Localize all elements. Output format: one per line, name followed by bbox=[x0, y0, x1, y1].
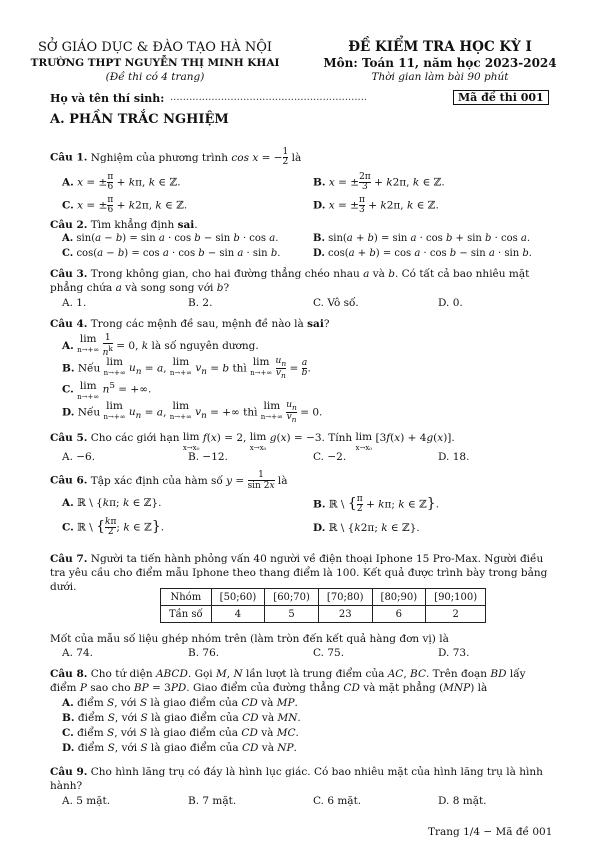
question-text: Cho các giới hạn lim x→x₀ f(x) = 2, lim x→x₀ g(x) = −3. Tính lim x→x₀ [3f(x) + 4g(x)]. bbox=[90, 431, 455, 452]
table-cell: Nhóm bbox=[161, 589, 212, 606]
question-label: Câu 6. bbox=[50, 474, 88, 487]
question-8 bbox=[50, 667, 555, 695]
question-text: Cho hình lăng trụ có đáy là hình lục giác. Có bao nhiêu mặt của hình lăng trụ là hình hành? bbox=[50, 766, 543, 792]
table-cell: [60;70) bbox=[265, 589, 319, 606]
option-6c[interactable]: C. ℝ \ { $\frac{k\pi}{2}$ ; k ∈ ℤ}. bbox=[62, 517, 165, 537]
question-9 bbox=[50, 765, 555, 793]
question-text: Tìm khẳng định sai. bbox=[90, 219, 198, 231]
question-label: Câu 8. bbox=[50, 668, 88, 680]
table-cell: 2 bbox=[426, 606, 486, 623]
exam-code-box: Mã đề thi 001 bbox=[453, 90, 549, 105]
option-7c[interactable]: C. 75. bbox=[313, 647, 345, 659]
option-3d[interactable]: D. 0. bbox=[438, 297, 463, 309]
option-8b[interactable]: B. điểm S, với S là giao điểm của CD và MN. bbox=[62, 712, 301, 724]
option-2a[interactable]: A. sin(a − b) = sin a · cos b − sin b · cos a. bbox=[62, 233, 279, 244]
option-8a[interactable]: A. điểm S, với S là giao điểm của CD và MP. bbox=[62, 697, 298, 709]
question-5 bbox=[50, 432, 455, 453]
question-label: Câu 9. bbox=[50, 766, 88, 778]
question-text: Người ta tiến hành phỏng vấn 40 người về điện thoại Iphone 15 Pro-Max. Người điều tra yêu cầu cho điểm mẫu Iphone theo thang điểm là 100. Kết quả được trình bày trong bảng dưới. bbox=[50, 553, 548, 593]
candidate-name-label: Họ và tên thí sinh: bbox=[50, 92, 165, 105]
option-9b[interactable]: B. 7 mặt. bbox=[188, 795, 237, 807]
question-text: Trong các mệnh đề sau, mệnh đề nào là sai? bbox=[90, 318, 330, 330]
option-6d[interactable]: D. ℝ \ {k2π; k ∈ ℤ}. bbox=[313, 522, 420, 534]
table-cell: 4 bbox=[211, 606, 265, 623]
exam-subject: Môn: Toán 11, năm học 2023-2024 bbox=[323, 56, 557, 70]
page-footer: Trang 1/4 − Mã đề 001 bbox=[428, 826, 553, 838]
table-cell: 5 bbox=[265, 606, 319, 623]
question-text: Nghiệm của phương trình cos x = − $\frac{1}{2}$ là bbox=[90, 147, 302, 167]
option-9a[interactable]: A. 5 mặt. bbox=[62, 795, 111, 807]
question-text: Tập xác định của hàm số y = $\frac{1}{\sin 2x}$ là bbox=[90, 470, 288, 491]
option-1a[interactable]: A. x = ± $\frac{\pi}{6}$ + kπ, k ∈ ℤ. bbox=[62, 172, 181, 192]
table-cell: [90;100) bbox=[426, 589, 486, 606]
option-1c[interactable]: C. x = ± $\frac{\pi}{6}$ + k2π, k ∈ ℤ. bbox=[62, 195, 188, 215]
table-row bbox=[161, 589, 486, 606]
option-7b[interactable]: B. 76. bbox=[188, 647, 220, 659]
option-3b[interactable]: B. 2. bbox=[188, 297, 213, 309]
option-8d[interactable]: D. điểm S, với S là giao điểm của CD và NP. bbox=[62, 742, 297, 754]
option-5d[interactable]: D. 18. bbox=[438, 451, 470, 463]
question-label: Câu 7. bbox=[50, 553, 88, 565]
table-cell: [70;80) bbox=[318, 589, 372, 606]
option-7d[interactable]: D. 73. bbox=[438, 647, 470, 659]
option-2b[interactable]: B. sin(a + b) = sin a · cos b + sin b · cos a. bbox=[313, 233, 531, 244]
option-5c[interactable]: C. −2. bbox=[313, 451, 347, 463]
question-label: Câu 2. bbox=[50, 219, 88, 231]
option-2d[interactable]: D. cos(a + b) = cos a · cos b − sin a · sin b. bbox=[313, 248, 532, 259]
table-row bbox=[161, 606, 486, 623]
candidate-name-dots: .............................................................. bbox=[170, 92, 368, 103]
option-8c[interactable]: C. điểm S, với S là giao điểm của CD và MC. bbox=[62, 727, 299, 739]
question-label: Câu 4. bbox=[50, 318, 88, 330]
section-a-title: A. PHẦN TRẮC NGHIỆM bbox=[50, 112, 229, 127]
question-7-followup: Mốt của mẫu số liệu ghép nhóm trên (làm tròn đến kết quả hàng đơn vị) là bbox=[50, 633, 449, 645]
table-cell: [50;60) bbox=[211, 589, 265, 606]
question-2 bbox=[50, 219, 198, 231]
question-text: Trong không gian, cho hai đường thẳng chéo nhau a và b. Có tất cả bao nhiêu mặt phẳng chứa a và song song với b? bbox=[50, 268, 530, 294]
option-6a[interactable]: A. ℝ \ {kπ; k ∈ ℤ}. bbox=[62, 497, 162, 509]
table-cell: 23 bbox=[318, 606, 372, 623]
question-text: Cho tứ diện ABCD. Gọi M, N lần lượt là trung điểm của AC, BC. Trên đoạn BD lấy điểm P sao cho BP = 3PD. Giao điểm của đường thẳng CD và mặt phẳng (MNP) là bbox=[50, 668, 526, 694]
frequency-table bbox=[160, 588, 486, 623]
option-9d[interactable]: D. 8 mặt. bbox=[438, 795, 487, 807]
exam-title: ĐỀ KIỂM TRA HỌC KỲ I bbox=[348, 39, 532, 55]
option-5a[interactable]: A. −6. bbox=[62, 451, 96, 463]
question-6 bbox=[50, 470, 288, 491]
option-4c[interactable]: C. lim n→+∞ $n^5$ = +∞. bbox=[62, 380, 152, 401]
school-name: TRƯỜNG THPT NGUYỄN THỊ MINH KHAI bbox=[30, 57, 280, 69]
table-cell: [80;90) bbox=[372, 589, 426, 606]
option-3a[interactable]: A. 1. bbox=[62, 297, 87, 309]
option-1b[interactable]: B. x = ± $\frac{2\pi}{3}$ + k2π, k ∈ ℤ. bbox=[313, 172, 445, 192]
option-4a[interactable]: A. lim n→+∞ $\frac{1}{n^k}$ = 0, k là số nguyên dương. bbox=[62, 333, 259, 358]
option-9c[interactable]: C. 6 mặt. bbox=[313, 795, 362, 807]
option-5b[interactable]: B. −12. bbox=[188, 451, 228, 463]
question-3 bbox=[50, 267, 555, 295]
option-3c[interactable]: C. Vô số. bbox=[313, 297, 359, 309]
option-1d[interactable]: D. x = ± $\frac{\pi}{3}$ + k2π, k ∈ ℤ. bbox=[313, 195, 439, 215]
option-6b[interactable]: B. ℝ \ { $\frac{\pi}{2}$ + kπ; k ∈ ℤ}. bbox=[313, 494, 440, 514]
option-7a[interactable]: A. 74. bbox=[62, 647, 93, 659]
option-4b[interactable]: B. Nếu lim n→+∞ $u_n = a$, lim n→+∞ $v_n = b$ thì lim n→+∞ $\frac{u_n}{v_n}$ = $\frac{a}{b}$ . bbox=[62, 356, 311, 380]
exam-time: Thời gian làm bài 90 phút bbox=[371, 71, 509, 83]
table-cell: 6 bbox=[372, 606, 426, 623]
table-cell: Tần số bbox=[161, 606, 212, 623]
option-4d[interactable]: D. Nếu lim n→+∞ $u_n = a$, lim n→+∞ $v_n$ = +∞ thì lim n→+∞ $\frac{u_n}{v_n}$ = 0. bbox=[62, 400, 323, 424]
question-label: Câu 3. bbox=[50, 268, 88, 280]
pages-note: (Đề thi có 4 trang) bbox=[105, 71, 205, 83]
question-4 bbox=[50, 318, 329, 330]
question-1 bbox=[50, 148, 301, 167]
question-label: Câu 1. bbox=[50, 151, 88, 164]
option-2c[interactable]: C. cos(a − b) = cos a · cos b − sin a · sin b. bbox=[62, 248, 281, 259]
question-label: Câu 5. bbox=[50, 432, 88, 444]
department-name: SỞ GIÁO DỤC & ĐÀO TẠO HÀ NỘI bbox=[37, 40, 273, 55]
